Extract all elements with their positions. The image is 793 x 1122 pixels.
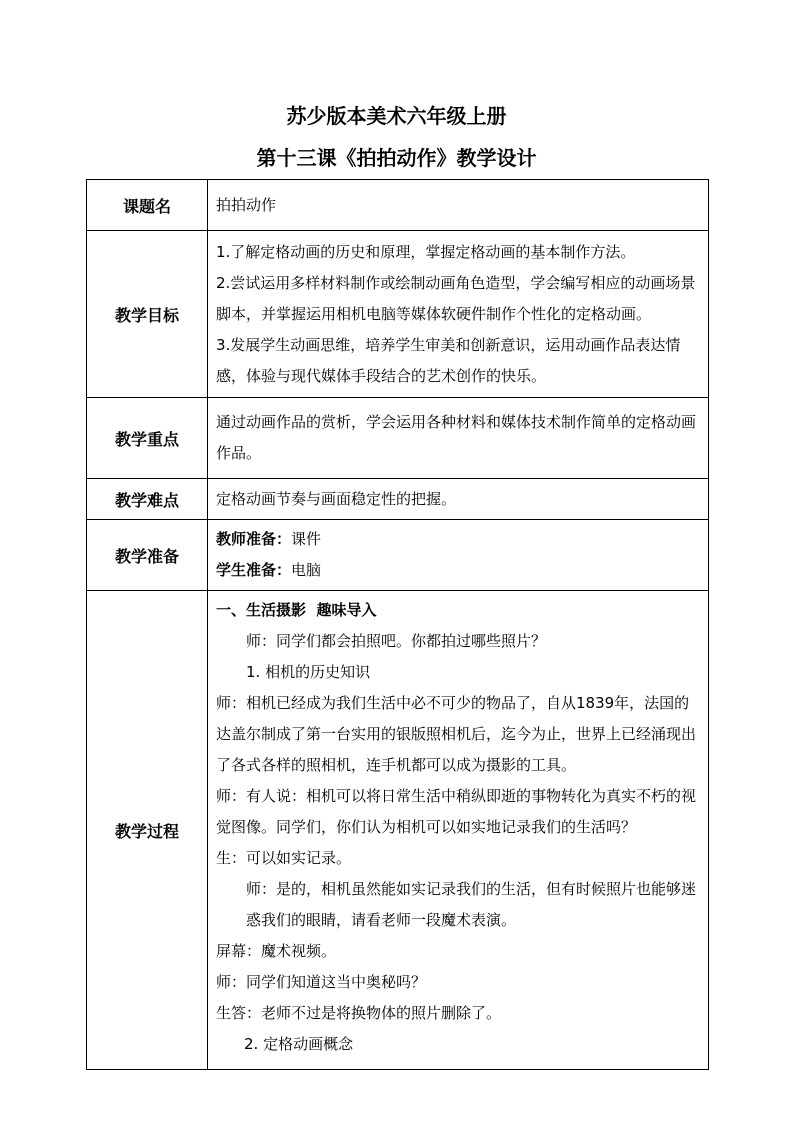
document-subtitle: 第十三课《拍拍动作》教学设计 <box>256 146 537 170</box>
process-paragraph: 生答：老师不过是将换物体的照片删除了。 <box>216 1004 502 1022</box>
key-points-label: 教学重点 <box>87 398 208 479</box>
objective-item-1: 1.了解定格动画的历史和原理，掌握定格动画的基本制作方法。 <box>216 242 636 261</box>
process-content <box>208 591 709 1070</box>
table-row-key-points <box>87 398 709 479</box>
table-row-objectives <box>87 231 709 398</box>
difficulties-label: 教学难点 <box>87 479 208 520</box>
process-paragraph: 师：同学们知道这当中奥秘吗？ <box>216 973 427 991</box>
student-preparation <box>216 555 701 586</box>
table-row-preparation <box>87 520 709 591</box>
process-subheading: 1. 相机的历史知识 <box>246 663 371 681</box>
table-row-difficulties <box>87 479 709 520</box>
table-row-topic <box>87 180 709 231</box>
process-paragraph: 师：相机已经成为我们生活中必不可少的物品了，自从1839年，法国的达盖尔制成了第一台实用的银版照相机后，迄今为止，世界上已经涌现出了各式各样的照相机，连手机都可以成为摄影的工具。 <box>216 694 697 774</box>
objective-item-3: 3.发展学生动画思维，培养学生审美和创新意识，运用动画作品表达情感，体验与现代媒体手段结合的艺术创作的快乐。 <box>216 335 681 385</box>
objectives-content <box>208 231 709 398</box>
key-points-text: 通过动画作品的赏析，学会运用各种材料和媒体技术制作简单的定格动画作品。 <box>208 398 709 479</box>
process-subheading: 2. 定格动画概念 <box>244 1035 354 1053</box>
table-row-process <box>87 591 709 1070</box>
teacher-preparation-value: 课件 <box>291 530 322 548</box>
lesson-plan-table <box>86 179 709 1070</box>
teacher-preparation <box>216 524 701 555</box>
document-title: 苏少版本美术六年级上册 <box>286 104 507 128</box>
process-paragraph: 师：同学们都会拍照吧。你都拍过哪些照片？ <box>246 632 547 650</box>
objective-item-2: 2.尝试运用多样材料制作或绘制动画角色造型，学会编写相应的动画场景脚本，并掌握运用相机电脑等媒体软硬件制作个性化的定格动画。 <box>216 273 696 323</box>
difficulties-text: 定格动画节奏与画面稳定性的把握。 <box>208 479 709 520</box>
preparation-label: 教学准备 <box>87 520 208 591</box>
process-paragraph: 师：是的，相机虽然能如实记录我们的生活，但有时候照片也能够迷惑我们的眼睛，请看老师一段魔术表演。 <box>246 880 697 929</box>
section-heading: 一、生活摄影 趣味导入 <box>216 601 377 619</box>
process-paragraph: 屏幕：魔术视频。 <box>216 942 337 960</box>
teacher-preparation-label: 教师准备： <box>216 530 292 548</box>
process-label: 教学过程 <box>87 591 208 1070</box>
preparation-content <box>208 520 709 591</box>
topic-value: 拍拍动作 <box>208 180 709 231</box>
objectives-label: 教学目标 <box>87 231 208 398</box>
student-preparation-value: 电脑 <box>291 561 322 579</box>
topic-label: 课题名 <box>87 180 208 231</box>
student-preparation-label: 学生准备： <box>216 561 292 579</box>
process-paragraph: 师：有人说：相机可以将日常生活中稍纵即逝的事物转化为真实不朽的视觉图像。同学们，你们认为相机可以如实地记录我们的生活吗？ <box>216 787 697 836</box>
process-paragraph: 生：可以如实记录。 <box>216 849 352 867</box>
